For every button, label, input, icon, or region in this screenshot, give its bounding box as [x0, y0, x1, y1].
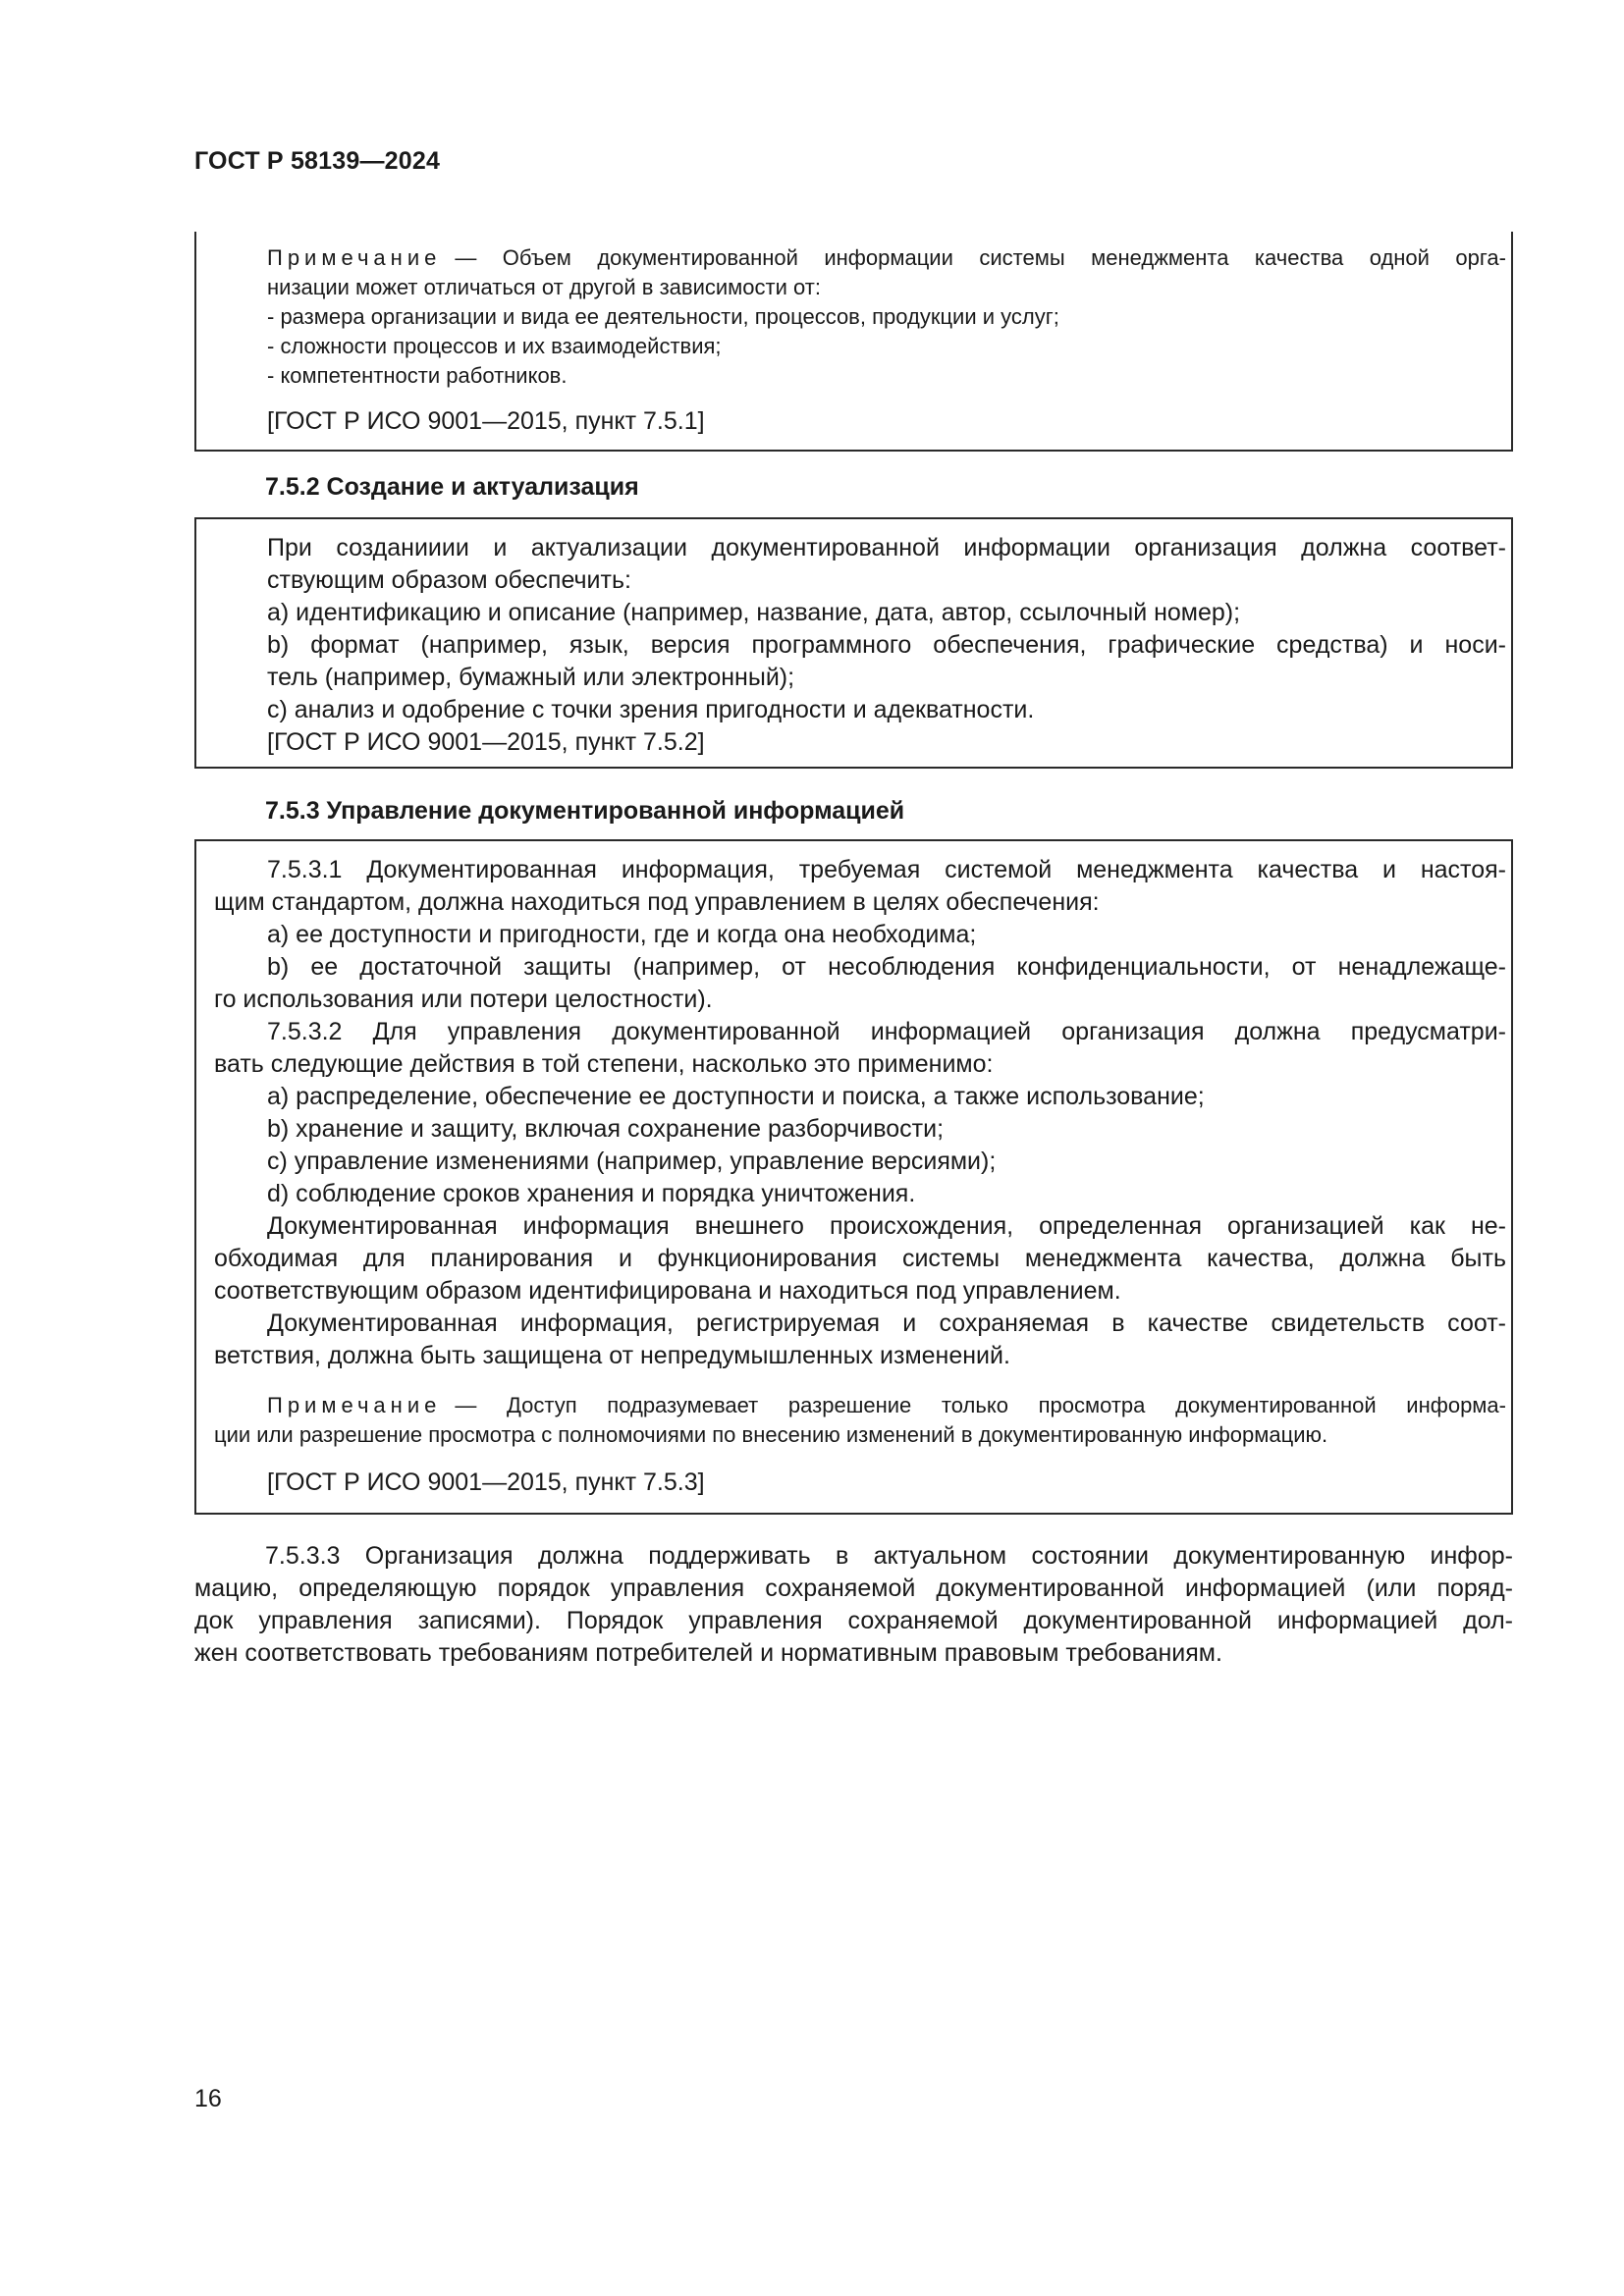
note-label: Примечание	[267, 245, 442, 270]
box-753-line-16: ветствия, должна быть защищена от непредумышленных изменений.	[214, 1342, 1010, 1369]
box-753-line-12: Документированная информация внешнего происхождения, определенная организацией как не-	[267, 1212, 1506, 1240]
note-line-2: низации может отличаться от другой в зависимости от:	[267, 275, 821, 299]
box-753-note-line-2: ции или разрешение просмотра с полномочиями по внесению изменений в документированную информацию.	[214, 1422, 1328, 1447]
box-752	[194, 517, 1513, 769]
box-753-line-1: 7.5.3.1 Документированная информация, требуемая системой менеджмента качества и настоя-	[267, 856, 1506, 883]
box-753-line-15: Документированная информация, регистрируемая и сохраняемая в качестве свидетельств соот-	[267, 1309, 1506, 1337]
box-753-line-8: a) распределение, обеспечение ее доступности и поиска, а также использование;	[267, 1083, 1205, 1110]
section-title-753: 7.5.3 Управление документированной информацией	[265, 797, 905, 825]
section-title-752: 7.5.2 Создание и актуализация	[265, 473, 639, 501]
box-753-line-4: b) ее достаточной защиты (например, от несоблюдения конфиденциальности, от ненадлежаще-	[267, 953, 1506, 981]
box-753-line-6: 7.5.3.2 Для управления документированной информацией организация должна предусматри-	[267, 1018, 1506, 1045]
box-753-line-14: соответствующим образом идентифицирована и находиться под управлением.	[214, 1277, 1121, 1305]
para-7533-line-3: док управления записями). Порядок управления сохраняемой документированной информацией дол-	[194, 1607, 1513, 1634]
box-752-item-a: a) идентификацию и описание (например, название, дата, автор, ссылочный номер);	[267, 599, 1241, 626]
box-752-item-b-cont: тель (например, бумажный или электронный);	[267, 664, 795, 691]
box-753-line-2: щим стандартом, должна находиться под управлением в целях обеспечения:	[214, 888, 1100, 916]
box-753-line-7: вать следующие действия в той степени, насколько это применимо:	[214, 1050, 994, 1078]
box-753	[194, 839, 1513, 1515]
box-753-line-5: го использования или потери целостности).	[214, 986, 713, 1013]
box-753-line-3: a) ее доступности и пригодности, где и когда она необходима;	[267, 921, 977, 948]
box-753-line-9: b) хранение и защиту, включая сохранение разборчивости;	[267, 1115, 945, 1143]
reference-752: [ГОСТ Р ИСО 9001—2015, пункт 7.5.2]	[267, 728, 705, 756]
box-752-item-c: c) анализ и одобрение с точки зрения пригодности и адекватности.	[267, 696, 1035, 723]
box-752-line-2: ствующим образом обеспечить:	[267, 566, 631, 594]
para-7533-line-2: мацию, определяющую порядок управления сохраняемой документированной информацией (или поряд-	[194, 1575, 1513, 1602]
note-bullet-2: - сложности процессов и их взаимодействия;	[267, 334, 722, 358]
box-753-line-10: c) управление изменениями (например, управление версиями);	[267, 1148, 997, 1175]
page-number: 16	[194, 2085, 222, 2112]
para-7533-line-1: 7.5.3.3 Организация должна поддерживать в актуальном состоянии документированную инфор-	[265, 1542, 1513, 1570]
box-753-note-line-1	[267, 1391, 1506, 1420]
note-line-1	[267, 243, 1506, 273]
note-label-753: Примечание	[267, 1393, 442, 1417]
note-box-751	[194, 232, 1513, 452]
note-text: — Объем документированной информации системы менеджмента качества одной орга-	[455, 245, 1506, 270]
note-bullet-3: - компетентности работников.	[267, 363, 568, 388]
para-7533-line-4: жен соответствовать требованиям потребителей и нормативным правовым требованиям.	[194, 1639, 1222, 1667]
box-753-line-13: обходимая для планирования и функционирования системы менеджмента качества, должна быть	[214, 1245, 1506, 1272]
note-bullet-1: - размера организации и вида ее деятельности, процессов, продукции и услуг;	[267, 304, 1059, 329]
reference-753: [ГОСТ Р ИСО 9001—2015, пункт 7.5.3]	[267, 1468, 705, 1496]
document-header: ГОСТ Р 58139—2024	[194, 147, 441, 175]
box-752-item-b: b) формат (например, язык, версия программного обеспечения, графические средства) и носи-	[267, 631, 1506, 659]
note-text-753: — Доступ подразумевает разрешение только просмотра документированной информа-	[455, 1393, 1506, 1417]
box-752-line-1: При созданииии и актуализации документированной информации организация должна соответ-	[267, 534, 1506, 561]
reference-751: [ГОСТ Р ИСО 9001—2015, пункт 7.5.1]	[267, 407, 705, 435]
box-753-line-11: d) соблюдение сроков хранения и порядка уничтожения.	[267, 1180, 916, 1207]
